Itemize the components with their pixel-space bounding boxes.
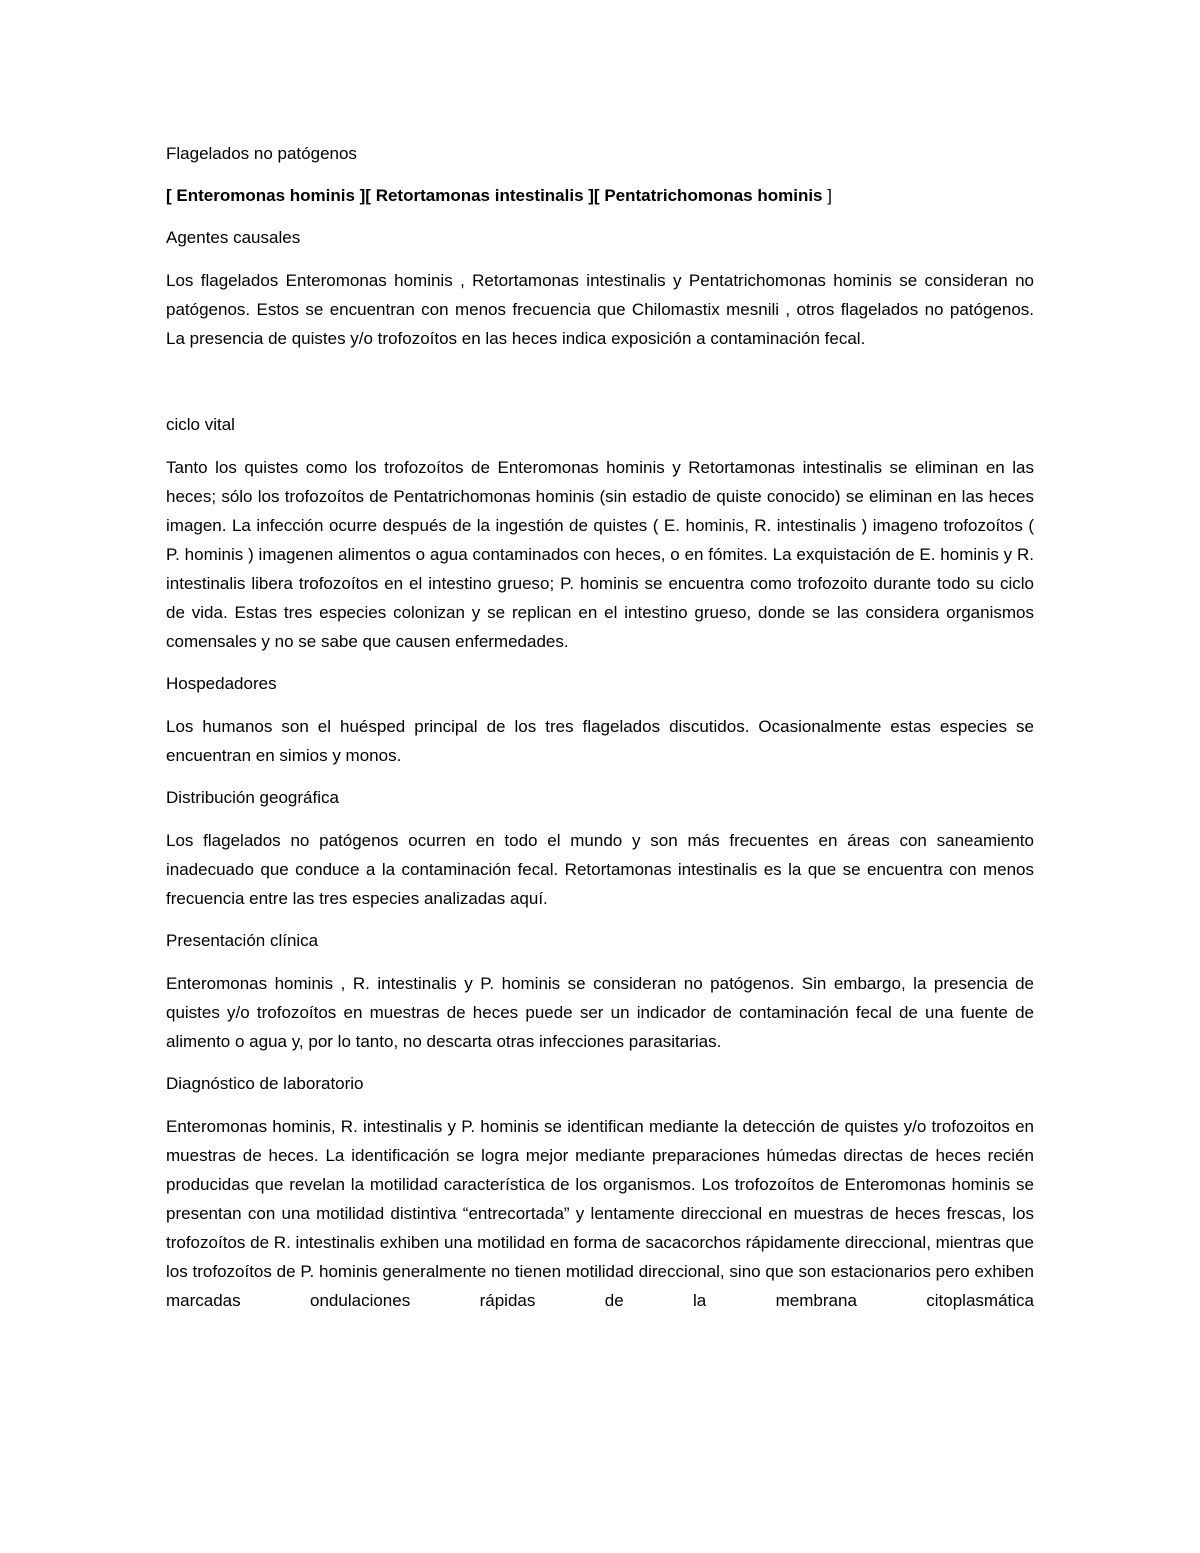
section-text-presentacion: Enteromonas hominis , R. intestinalis y P. hominis se consideran no patógenos. Sin embargo, la presencia de quistes y/o trofozoítos en muestras de heces puede ser un indicador de contaminación fecal de una fuente de alimento o agua y, por lo tanto, no descarta otras infecciones parasitarias. — [166, 974, 1034, 1051]
blank-space — [166, 367, 1034, 411]
document-body — [166, 140, 1034, 1315]
species-bracket: ][ — [354, 186, 376, 205]
section-heading-presentacion: Presentación clínica — [166, 931, 319, 950]
species-line — [166, 182, 1034, 210]
section-text-ciclo: Tanto los quistes como los trofozoítos de Enteromonas hominis y Retortamonas intestinalis se eliminan en las heces; sólo los trofozoítos de Pentatrichomonas hominis (sin estadio de quiste conocido) se eliminan en las heces imagen. La infección ocurre después de la ingestión de quistes ( E. hominis, R. intestinalis ) imageno trofozoítos ( P. hominis ) imagenen alimentos o agua contaminados con heces, o en fómites. La exquistación de E. hominis y R. intestinalis libera trofozoítos en el intestino grueso; P. hominis se encuentra como trofozoito durante todo su ciclo de vida. Estas tres especies colonizan y se replican en el intestino grueso, donde se las considera organismos comensales y no se sabe que causen enfermedades. — [166, 458, 1034, 651]
species-bracket: ] — [822, 186, 832, 205]
section-heading-distribucion: Distribución geográfica — [166, 788, 339, 807]
species-name-2: Retortamonas intestinalis — [375, 186, 584, 205]
section-heading-agentes: Agentes causales — [166, 228, 301, 247]
section-text-agentes: Los flagelados Enteromonas hominis , Retortamonas intestinalis y Pentatrichomonas hominis se consideran no patógenos. Estos se encuentran con menos frecuencia que Chilomastix mesnili , otros flagelados no patógenos. La presencia de quistes y/o trofozoítos en las heces indica exposición a contaminación fecal. — [166, 271, 1034, 348]
species-name-1: Enteromonas hominis — [176, 186, 355, 205]
document-title: Flagelados no patógenos — [166, 144, 357, 163]
section-heading-diagnostico: Diagnóstico de laboratorio — [166, 1074, 364, 1093]
species-bracket: [ — [166, 186, 177, 205]
section-heading-ciclo: ciclo vital — [166, 415, 235, 434]
section-text-hospedadores: Los humanos son el huésped principal de los tres flagelados discutidos. Ocasionalmente estas especies se encuentran en simios y monos. — [166, 717, 1034, 765]
section-heading-hospedadores: Hospedadores — [166, 674, 277, 693]
section-text-distribucion: Los flagelados no patógenos ocurren en todo el mundo y son más frecuentes en áreas con saneamiento inadecuado que conduce a la contaminación fecal. Retortamonas intestinalis es la que se encuentra con menos frecuencia entre las tres especies analizadas aquí. — [166, 831, 1034, 908]
species-name-3: Pentatrichomonas hominis — [604, 186, 823, 205]
section-text-diagnostico: Enteromonas hominis, R. intestinalis y P. hominis se identifican mediante la detección de quistes y/o trofozoitos en muestras de heces. La identificación se logra mejor mediante preparaciones húmedas directas de heces recién producidas que revelan la motilidad característica de los organismos. Los trofozoítos de Enteromonas hominis se presentan con una motilidad distintiva “entrecortada” y lentamente direccional en muestras de heces frescas, los trofozoítos de R. intestinalis exhiben una motilidad en forma de sacacorchos rápidamente direccional, mientras que los trofozoítos de P. hominis generalmente no tienen motilidad direccional, sino que son estacionarios pero exhiben marcadas ondulaciones rápidas de la membrana citoplasmática — [166, 1117, 1034, 1310]
species-bracket: ][ — [583, 186, 605, 205]
